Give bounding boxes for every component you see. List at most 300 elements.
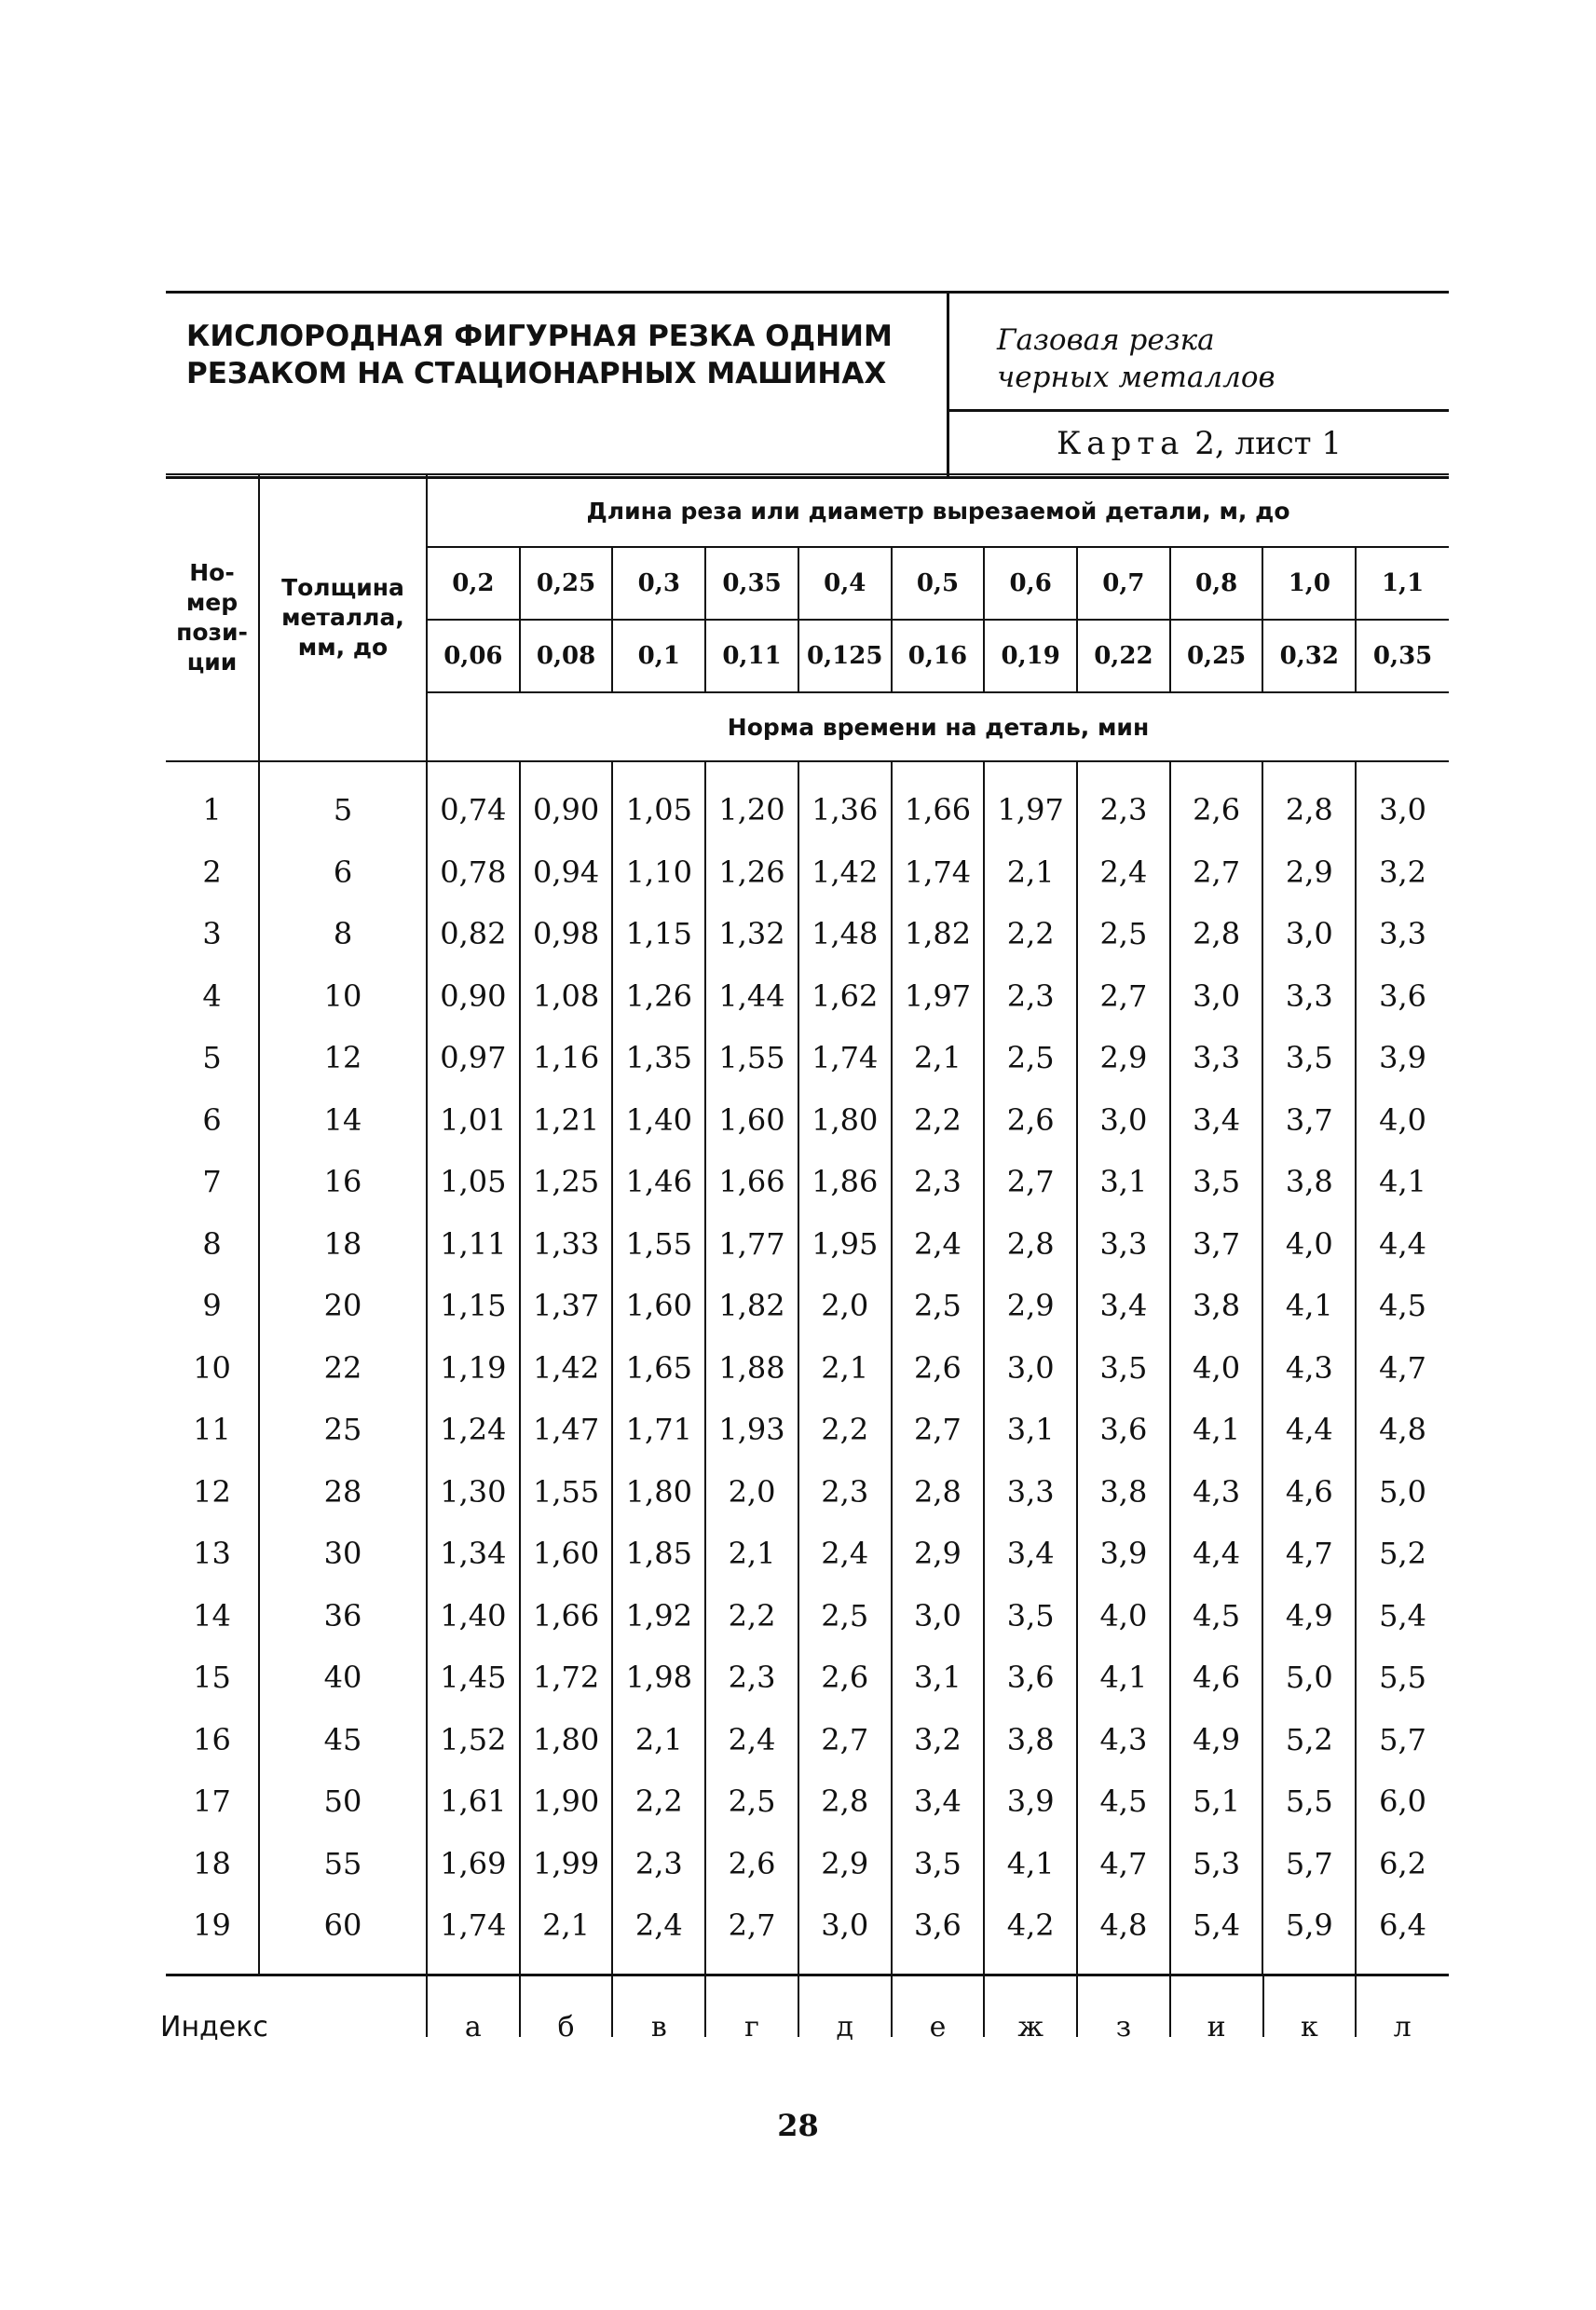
time-norm-cell: 2,4 — [612, 1894, 705, 1974]
time-norm-cell: 4,1 — [1262, 1275, 1356, 1337]
time-norm-cell: 3,9 — [1077, 1523, 1170, 1585]
time-norm-cell: 2,0 — [705, 1461, 798, 1524]
time-norm-cell: 1,40 — [427, 1585, 520, 1647]
time-norm-cell: 2,4 — [705, 1709, 798, 1771]
time-norm-cell: 5,2 — [1356, 1523, 1449, 1585]
time-norm-cell: 2,0 — [798, 1275, 892, 1337]
table-row — [166, 1151, 1449, 1213]
metal-thickness: 16 — [259, 1151, 427, 1213]
table-row — [166, 1213, 1449, 1276]
time-norm-cell: 4,4 — [1262, 1399, 1356, 1461]
header-metal-thickness: Толщина металла, мм, до — [259, 474, 427, 761]
time-norm-cell: 3,2 — [1356, 841, 1449, 904]
metal-thickness: 25 — [259, 1399, 427, 1461]
time-norm-cell: 1,55 — [612, 1213, 705, 1276]
header-length-value: 1,0 — [1262, 547, 1356, 620]
time-norm-cell: 4,6 — [1262, 1461, 1356, 1524]
time-norm-cell: 1,66 — [892, 761, 985, 841]
time-norm-cell: 2,1 — [520, 1894, 613, 1974]
time-norm-cell: 3,6 — [892, 1894, 985, 1974]
time-norm-cell: 1,01 — [427, 1089, 520, 1152]
time-norm-cell: 3,9 — [1356, 1027, 1449, 1089]
time-norm-cell: 5,7 — [1262, 1833, 1356, 1895]
table-row — [166, 1585, 1449, 1647]
time-norm-cell: 2,2 — [984, 903, 1077, 965]
time-norm-cell: 1,60 — [612, 1275, 705, 1337]
time-norm-cell: 3,3 — [1356, 903, 1449, 965]
metal-thickness: 14 — [259, 1089, 427, 1152]
time-norm-cell: 1,69 — [427, 1833, 520, 1895]
time-norm-cell: 2,2 — [798, 1399, 892, 1461]
time-norm-cell: 0,94 — [520, 841, 613, 904]
metal-thickness: 5 — [259, 761, 427, 841]
time-norm-cell: 3,1 — [1077, 1151, 1170, 1213]
time-norm-cell: 3,3 — [1077, 1213, 1170, 1276]
time-norm-cell: 1,26 — [705, 841, 798, 904]
time-norm-cell: 1,95 — [798, 1213, 892, 1276]
metal-thickness: 40 — [259, 1647, 427, 1709]
time-norm-cell: 1,93 — [705, 1399, 798, 1461]
time-norm-cell: 1,42 — [520, 1337, 613, 1400]
table-row — [166, 1709, 1449, 1771]
position-number: 11 — [166, 1399, 259, 1461]
table-row — [166, 1399, 1449, 1461]
index-letter: з — [1115, 2011, 1132, 2043]
time-norm-cell: 4,7 — [1356, 1337, 1449, 1400]
time-norm-cell: 3,0 — [984, 1337, 1077, 1400]
table-row — [166, 1523, 1449, 1585]
time-norm-cell: 3,5 — [984, 1585, 1077, 1647]
time-norm-cell: 3,3 — [1262, 965, 1356, 1028]
time-norm-cell: 0,90 — [520, 761, 613, 841]
index-letter: ж — [1017, 2011, 1044, 2043]
time-norm-cell: 3,6 — [984, 1647, 1077, 1709]
time-norm-cell: 2,6 — [984, 1089, 1077, 1152]
time-norm-cell: 0,78 — [427, 841, 520, 904]
time-norm-cell: 4,9 — [1170, 1709, 1263, 1771]
time-norm-cell: 1,71 — [612, 1399, 705, 1461]
time-norm-cell: 3,8 — [1262, 1151, 1356, 1213]
time-norm-cell: 5,7 — [1356, 1709, 1449, 1771]
time-norm-cell: 1,90 — [520, 1770, 613, 1833]
time-norm-cell: 1,47 — [520, 1399, 613, 1461]
time-norm-cell: 3,7 — [1170, 1213, 1263, 1276]
time-norm-cell: 1,80 — [798, 1089, 892, 1152]
time-norm-cell: 1,16 — [520, 1027, 613, 1089]
time-norm-cell: 1,74 — [892, 841, 985, 904]
metal-thickness: 10 — [259, 965, 427, 1028]
time-norm-cell: 1,45 — [427, 1647, 520, 1709]
position-number: 5 — [166, 1027, 259, 1089]
table-row — [166, 1027, 1449, 1089]
time-norm-cell: 5,1 — [1170, 1770, 1263, 1833]
time-norm-cell: 6,2 — [1356, 1833, 1449, 1895]
time-norm-cell: 1,74 — [798, 1027, 892, 1089]
time-norm-cell: 4,6 — [1170, 1647, 1263, 1709]
time-norm-cell: 1,44 — [705, 965, 798, 1028]
time-norm-cell: 1,86 — [798, 1151, 892, 1213]
time-norm-cell: 3,3 — [1170, 1027, 1263, 1089]
time-norm-cell: 1,80 — [612, 1461, 705, 1524]
time-norm-cell: 3,5 — [1077, 1337, 1170, 1400]
header-position-number: Но- мер пози- ции — [166, 474, 259, 761]
time-norm-cell: 2,6 — [705, 1833, 798, 1895]
time-norm-cell: 1,85 — [612, 1523, 705, 1585]
page-number: 28 — [777, 2108, 819, 2143]
header-divider-horizontal — [949, 409, 1449, 412]
header-length-value: 0,5 — [892, 547, 985, 620]
card-sheet-number: 2, лист 1 — [1194, 425, 1343, 462]
time-norm-cell: 2,7 — [798, 1709, 892, 1771]
time-norm-cell: 4,0 — [1356, 1089, 1449, 1152]
position-number: 3 — [166, 903, 259, 965]
time-norm-cell: 1,05 — [612, 761, 705, 841]
section-name-line-1: Газовая резка — [997, 323, 1215, 357]
time-norm-cell: 3,8 — [984, 1709, 1077, 1771]
metal-thickness: 30 — [259, 1523, 427, 1585]
index-letter: д — [836, 2011, 853, 2043]
card-title-line-1: КИСЛОРОДНАЯ ФИГУРНАЯ РЕЗКА ОДНИМ — [186, 320, 893, 353]
index-letter: в — [650, 2011, 667, 2043]
time-norm-cell: 1,19 — [427, 1337, 520, 1400]
card-title-line-2: РЕЗАКОМ НА СТАЦИОНАРНЫХ МАШИНАХ — [186, 357, 887, 390]
time-norm-cell: 1,34 — [427, 1523, 520, 1585]
time-norm-cell: 1,33 — [520, 1213, 613, 1276]
time-norm-cell: 1,35 — [612, 1027, 705, 1089]
time-norm-cell: 2,3 — [798, 1461, 892, 1524]
time-norm-cell: 4,1 — [1356, 1151, 1449, 1213]
time-norm-cell: 3,4 — [1077, 1275, 1170, 1337]
time-norm-cell: 2,8 — [1170, 903, 1263, 965]
time-norm-cell: 2,9 — [1262, 841, 1356, 904]
time-norm-cell: 1,15 — [612, 903, 705, 965]
time-norm-cell: 1,98 — [612, 1647, 705, 1709]
time-norm-cell: 2,5 — [1077, 903, 1170, 965]
time-norm-cell: 5,4 — [1356, 1585, 1449, 1647]
index-letter: к — [1301, 2011, 1318, 2043]
time-norm-cell: 2,3 — [984, 965, 1077, 1028]
time-norm-cell: 3,8 — [1077, 1461, 1170, 1524]
time-norm-cell: 3,5 — [892, 1833, 985, 1895]
metal-thickness: 8 — [259, 903, 427, 965]
time-norm-cell: 2,7 — [984, 1151, 1077, 1213]
time-norm-cell: 1,55 — [705, 1027, 798, 1089]
time-norm-cell: 3,4 — [984, 1523, 1077, 1585]
time-norm-cell: 3,8 — [1170, 1275, 1263, 1337]
time-norm-cell: 4,1 — [984, 1833, 1077, 1895]
table-row — [166, 1647, 1449, 1709]
time-norm-cell: 2,1 — [984, 841, 1077, 904]
time-norm-cell: 0,98 — [520, 903, 613, 965]
time-norm-cell: 4,2 — [984, 1894, 1077, 1974]
table-row — [166, 903, 1449, 965]
time-norm-cell: 4,4 — [1170, 1523, 1263, 1585]
time-norm-cell: 1,10 — [612, 841, 705, 904]
time-norm-cell: 3,1 — [984, 1399, 1077, 1461]
time-norm-cell: 3,0 — [1170, 965, 1263, 1028]
time-norm-cell: 1,42 — [798, 841, 892, 904]
time-norm-cell: 2,1 — [705, 1523, 798, 1585]
metal-thickness: 12 — [259, 1027, 427, 1089]
time-norm-cell: 1,24 — [427, 1399, 520, 1461]
time-norm-cell: 4,8 — [1077, 1894, 1170, 1974]
time-norm-cell: 2,9 — [798, 1833, 892, 1895]
index-letter: е — [929, 2011, 947, 2043]
index-letter: б — [557, 2011, 575, 2043]
position-number: 9 — [166, 1275, 259, 1337]
time-norm-cell: 2,2 — [705, 1585, 798, 1647]
time-norm-cell: 1,72 — [520, 1647, 613, 1709]
metal-thickness: 55 — [259, 1833, 427, 1895]
time-norm-cell: 1,21 — [520, 1089, 613, 1152]
index-letter: л — [1393, 2011, 1412, 2043]
time-norm-cell: 4,3 — [1077, 1709, 1170, 1771]
time-norm-cell: 4,5 — [1170, 1585, 1263, 1647]
time-norm-cell: 1,66 — [705, 1151, 798, 1213]
time-norm-cell: 2,5 — [892, 1275, 985, 1337]
time-norm-cell: 2,1 — [612, 1709, 705, 1771]
time-norm-cell: 2,5 — [705, 1770, 798, 1833]
time-norm-cell: 5,2 — [1262, 1709, 1356, 1771]
card-title — [186, 318, 932, 392]
metal-thickness: 50 — [259, 1770, 427, 1833]
time-norm-cell: 1,82 — [892, 903, 985, 965]
time-norm-cell: 2,9 — [984, 1275, 1077, 1337]
header-diameter-value: 0,08 — [520, 620, 613, 692]
position-number: 1 — [166, 761, 259, 841]
metal-thickness: 60 — [259, 1894, 427, 1974]
card-header — [166, 291, 1449, 479]
time-norm-cell: 3,7 — [1262, 1089, 1356, 1152]
metal-thickness: 45 — [259, 1709, 427, 1771]
time-norm-cell: 1,32 — [705, 903, 798, 965]
time-norm-cell: 1,92 — [612, 1585, 705, 1647]
time-norm-cell: 1,77 — [705, 1213, 798, 1276]
header-norm-caption: Норма времени на деталь, мин — [427, 692, 1449, 761]
norms-table — [166, 473, 1449, 1974]
time-norm-cell: 2,4 — [1077, 841, 1170, 904]
time-norm-cell: 4,3 — [1262, 1337, 1356, 1400]
metal-thickness: 18 — [259, 1213, 427, 1276]
section-name-line-2: черных металлов — [997, 361, 1275, 394]
time-norm-cell: 2,2 — [892, 1089, 985, 1152]
time-norm-cell: 1,15 — [427, 1275, 520, 1337]
header-length-caption: Длина реза или диаметр вырезаемой детали, м, до — [427, 474, 1449, 547]
time-norm-cell: 1,48 — [798, 903, 892, 965]
time-norm-cell: 2,3 — [705, 1647, 798, 1709]
table-row — [166, 841, 1449, 904]
time-norm-cell: 2,8 — [798, 1770, 892, 1833]
position-number: 7 — [166, 1151, 259, 1213]
time-norm-cell: 4,4 — [1356, 1213, 1449, 1276]
time-norm-cell: 1,66 — [520, 1585, 613, 1647]
time-norm-cell: 1,62 — [798, 965, 892, 1028]
table-row — [166, 761, 1449, 841]
position-number: 8 — [166, 1213, 259, 1276]
time-norm-cell: 0,74 — [427, 761, 520, 841]
time-norm-cell: 2,1 — [798, 1337, 892, 1400]
time-norm-cell: 1,26 — [612, 965, 705, 1028]
index-letter: а — [464, 2011, 482, 2043]
time-norm-cell: 1,88 — [705, 1337, 798, 1400]
time-norm-cell: 4,7 — [1077, 1833, 1170, 1895]
header-diameter-value: 0,125 — [798, 620, 892, 692]
time-norm-cell: 1,25 — [520, 1151, 613, 1213]
header-length-value: 0,7 — [1077, 547, 1170, 620]
header-length-value: 0,8 — [1170, 547, 1263, 620]
time-norm-cell: 4,7 — [1262, 1523, 1356, 1585]
table-row — [166, 1894, 1449, 1974]
time-norm-cell: 1,97 — [984, 761, 1077, 841]
time-norm-cell: 4,0 — [1170, 1337, 1263, 1400]
time-norm-cell: 3,1 — [892, 1647, 985, 1709]
card-word: Карта — [1056, 425, 1185, 462]
position-number: 16 — [166, 1709, 259, 1771]
time-norm-cell: 3,5 — [1170, 1151, 1263, 1213]
position-number: 10 — [166, 1337, 259, 1400]
time-norm-cell: 0,82 — [427, 903, 520, 965]
table-row — [166, 1089, 1449, 1152]
metal-thickness: 28 — [259, 1461, 427, 1524]
time-norm-cell: 2,9 — [892, 1523, 985, 1585]
time-norm-cell: 0,90 — [427, 965, 520, 1028]
time-norm-cell: 5,3 — [1170, 1833, 1263, 1895]
time-norm-cell: 3,3 — [984, 1461, 1077, 1524]
time-norm-cell: 1,60 — [705, 1089, 798, 1152]
table-row — [166, 1275, 1449, 1337]
time-norm-cell: 2,5 — [984, 1027, 1077, 1089]
table-row — [166, 1833, 1449, 1895]
time-norm-cell: 1,61 — [427, 1770, 520, 1833]
time-norm-cell: 2,6 — [1170, 761, 1263, 841]
time-norm-cell: 2,7 — [892, 1399, 985, 1461]
time-norm-cell: 4,0 — [1077, 1585, 1170, 1647]
time-norm-cell: 3,6 — [1077, 1399, 1170, 1461]
position-number: 17 — [166, 1770, 259, 1833]
time-norm-cell: 2,7 — [705, 1894, 798, 1974]
time-norm-cell: 5,5 — [1262, 1770, 1356, 1833]
index-label: Индекс — [160, 2011, 268, 2043]
time-norm-cell: 4,9 — [1262, 1585, 1356, 1647]
time-norm-cell: 1,08 — [520, 965, 613, 1028]
header-diameter-value: 0,1 — [612, 620, 705, 692]
time-norm-cell: 4,3 — [1170, 1461, 1263, 1524]
time-norm-cell: 1,36 — [798, 761, 892, 841]
time-norm-cell: 1,05 — [427, 1151, 520, 1213]
time-norm-cell: 1,11 — [427, 1213, 520, 1276]
time-norm-cell: 2,8 — [1262, 761, 1356, 841]
header-diameter-value: 0,16 — [892, 620, 985, 692]
index-letter: и — [1207, 2011, 1226, 2043]
time-norm-cell: 5,4 — [1170, 1894, 1263, 1974]
time-norm-cell: 3,0 — [1262, 903, 1356, 965]
time-norm-cell: 2,4 — [798, 1523, 892, 1585]
header-diameter-value: 0,22 — [1077, 620, 1170, 692]
time-norm-cell: 4,5 — [1077, 1770, 1170, 1833]
time-norm-cell: 2,3 — [1077, 761, 1170, 841]
time-norm-cell: 4,0 — [1262, 1213, 1356, 1276]
time-norm-cell: 3,9 — [984, 1770, 1077, 1833]
header-length-value: 0,6 — [984, 547, 1077, 620]
time-norm-cell: 2,7 — [1077, 965, 1170, 1028]
position-number: 18 — [166, 1833, 259, 1895]
time-norm-cell: 2,3 — [612, 1833, 705, 1895]
time-norm-cell: 1,52 — [427, 1709, 520, 1771]
index-letter: г — [744, 2011, 759, 2043]
table-row — [166, 965, 1449, 1028]
time-norm-cell: 5,0 — [1262, 1647, 1356, 1709]
position-number: 12 — [166, 1461, 259, 1524]
time-norm-cell: 2,1 — [892, 1027, 985, 1089]
header-diameter-value: 0,19 — [984, 620, 1077, 692]
position-number: 19 — [166, 1894, 259, 1974]
time-norm-cell: 3,4 — [892, 1770, 985, 1833]
position-number: 6 — [166, 1089, 259, 1152]
table-row — [166, 1461, 1449, 1524]
time-norm-cell: 1,20 — [705, 761, 798, 841]
table-row — [166, 1770, 1449, 1833]
time-norm-cell: 5,5 — [1356, 1647, 1449, 1709]
time-norm-cell: 3,0 — [1077, 1089, 1170, 1152]
time-norm-cell: 2,2 — [612, 1770, 705, 1833]
time-norm-cell: 5,9 — [1262, 1894, 1356, 1974]
position-number: 13 — [166, 1523, 259, 1585]
time-norm-cell: 3,0 — [1356, 761, 1449, 841]
time-norm-cell: 2,7 — [1170, 841, 1263, 904]
header-length-value: 0,4 — [798, 547, 892, 620]
header-length-value: 1,1 — [1356, 547, 1449, 620]
header-diameter-value: 0,32 — [1262, 620, 1356, 692]
table-bottom-rule — [166, 1974, 1449, 1976]
time-norm-cell: 1,82 — [705, 1275, 798, 1337]
time-norm-cell: 1,80 — [520, 1709, 613, 1771]
time-norm-cell: 2,8 — [984, 1213, 1077, 1276]
header-length-value: 0,2 — [427, 547, 520, 620]
time-norm-cell: 4,8 — [1356, 1399, 1449, 1461]
time-norm-cell: 6,4 — [1356, 1894, 1449, 1974]
time-norm-cell: 2,5 — [798, 1585, 892, 1647]
time-norm-cell: 2,3 — [892, 1151, 985, 1213]
time-norm-cell: 2,4 — [892, 1213, 985, 1276]
time-norm-cell: 1,46 — [612, 1151, 705, 1213]
time-norm-cell: 0,97 — [427, 1027, 520, 1089]
time-norm-cell: 3,4 — [1170, 1089, 1263, 1152]
time-norm-cell: 4,1 — [1170, 1399, 1263, 1461]
time-norm-cell: 1,74 — [427, 1894, 520, 1974]
time-norm-cell: 3,5 — [1262, 1027, 1356, 1089]
time-norm-cell: 5,0 — [1356, 1461, 1449, 1524]
time-norm-cell: 3,0 — [798, 1894, 892, 1974]
header-diameter-value: 0,25 — [1170, 620, 1263, 692]
time-norm-cell: 1,55 — [520, 1461, 613, 1524]
time-norm-cell: 2,8 — [892, 1461, 985, 1524]
time-norm-cell: 3,2 — [892, 1709, 985, 1771]
time-norm-cell: 1,60 — [520, 1523, 613, 1585]
time-norm-cell: 1,99 — [520, 1833, 613, 1895]
time-norm-cell: 1,30 — [427, 1461, 520, 1524]
header-length-value: 0,25 — [520, 547, 613, 620]
position-number: 2 — [166, 841, 259, 904]
time-norm-cell: 2,6 — [798, 1647, 892, 1709]
metal-thickness: 22 — [259, 1337, 427, 1400]
position-number: 4 — [166, 965, 259, 1028]
metal-thickness: 36 — [259, 1585, 427, 1647]
time-norm-cell: 1,40 — [612, 1089, 705, 1152]
card-sheet-label — [949, 417, 1449, 471]
time-norm-cell: 4,5 — [1356, 1275, 1449, 1337]
header-length-value: 0,35 — [705, 547, 798, 620]
metal-thickness: 20 — [259, 1275, 427, 1337]
